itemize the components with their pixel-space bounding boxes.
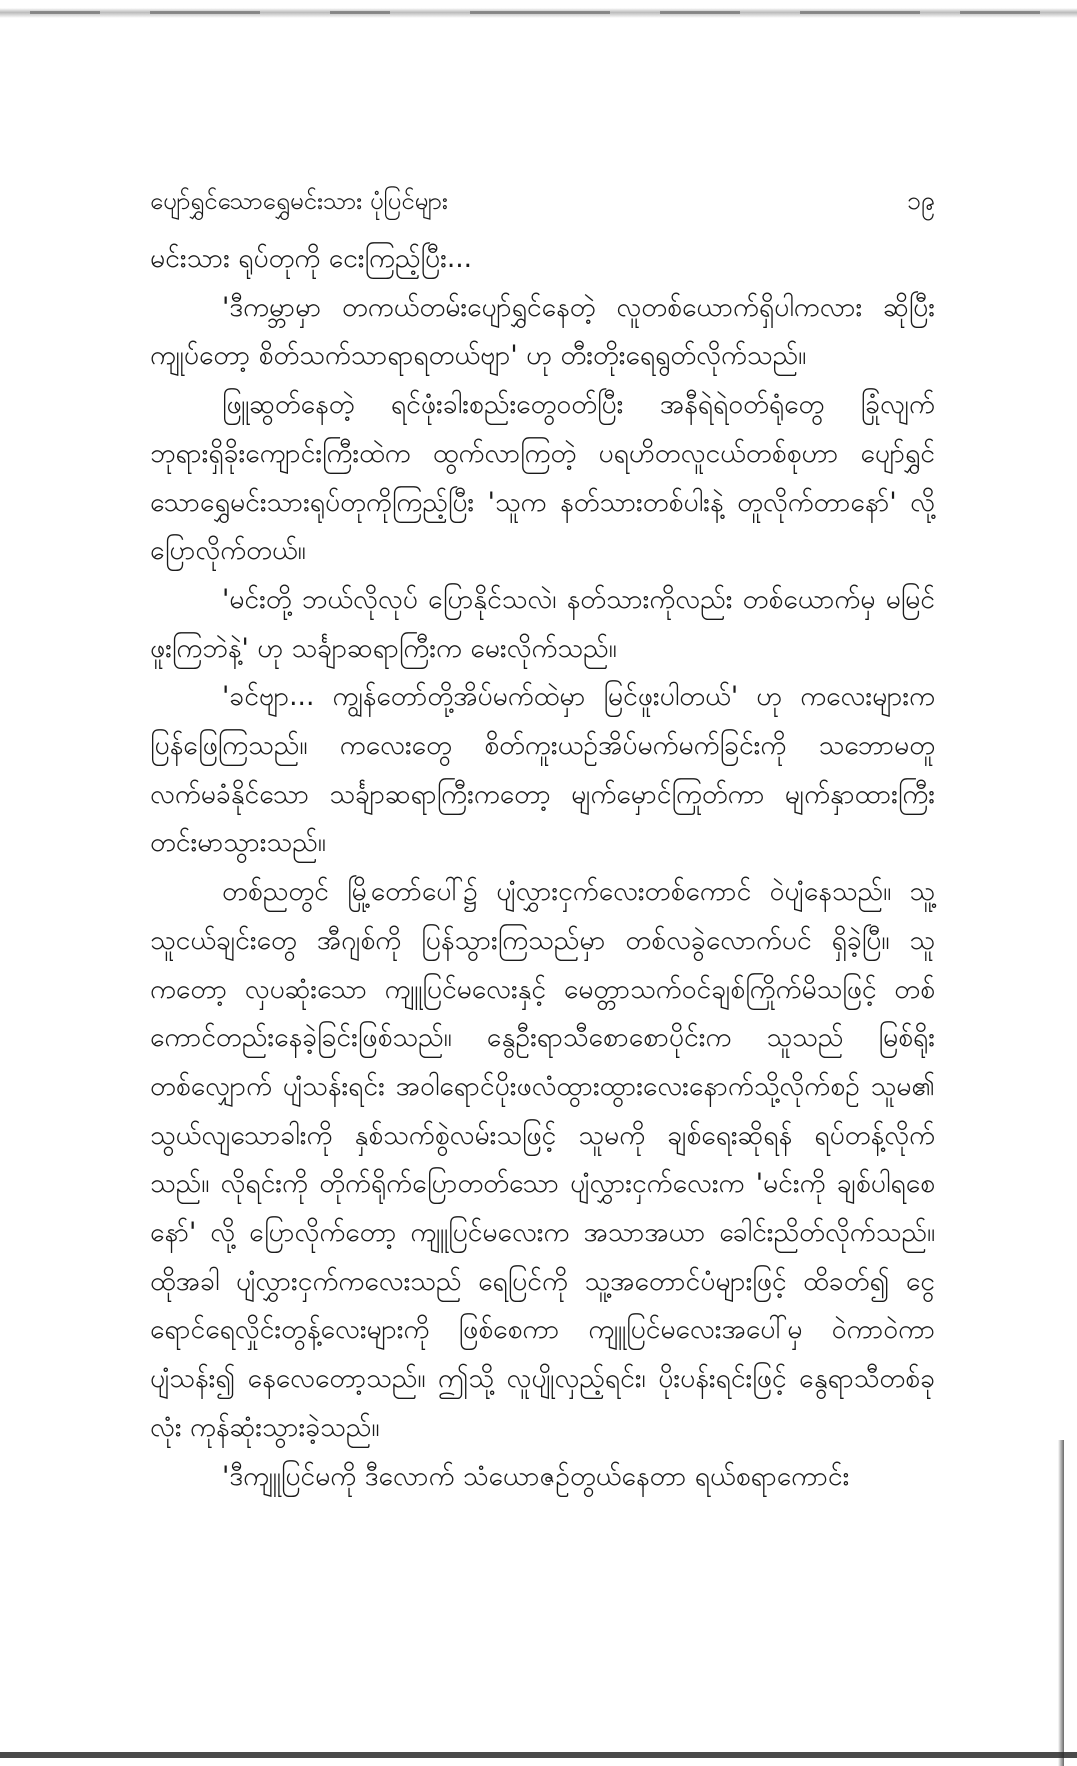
scan-mark <box>150 11 260 14</box>
book-page <box>150 185 935 1501</box>
scan-right-edge <box>1058 1440 1064 1766</box>
paragraph: မင်းသား ရုပ်တုကို ငေးကြည့်ပြီး... <box>150 243 473 274</box>
scan-mark <box>800 11 920 14</box>
paragraph: ဖြူဆွတ်နေတဲ့ ရင်ဖုံးခါးစည်းတွေဝတ်ပြီး အနီရဲရဲဝတ်ရုံတွေ ခြုံလျက် ဘုရားရှိခိုးကျောင်းကြီးထဲက ထွက်လာကြတဲ့ ပရဟိတလူငယ်တစ်စုဟာ ပျော်ရွှင်သောရွှေမင်းသားရုပ်တုကိုကြည့်ပြီး 'သူက နတ်သားတစ်ပါးနဲ့ တူလိုက်တာနော်' လို့ ပြောလိုက်တယ်။ <box>150 389 935 567</box>
paragraph: တစ်ညတွင် မြို့တော်ပေါ်၌ ပျံလွှားငှက်လေးတစ်ကောင် ဝဲပျံနေသည်။ သူ့သူငယ်ချင်းတွေ အီဂျစ်ကို ပြန်သွားကြသည်မှာ တစ်လခွဲလောက်ပင် ရှိခဲ့ပြီ။ သူကတော့ လှပဆုံးသော ကျူပြင်မလေးနှင့် မေတ္တာသက်ဝင်ချစ်ကြိုက်မိသဖြင့် တစ်ကောင်တည်းနေခဲ့ခြင်းဖြစ်သည်။ နွေဦးရာသီစောစောပိုင်းက သူသည် မြစ်ရိုးတစ်လျှောက် ပျံသန်းရင်း အဝါရောင်ပိုးဖလံထွားထွားလေးနောက်သို့လိုက်စဉ် သူမ၏ သွယ်လျသောခါးကို နှစ်သက်စွဲလမ်းသဖြင့် သူမကို ချစ်ရေးဆိုရန် ရပ်တန့်လိုက်သည်။ လိုရင်းကို တိုက်ရိုက်ပြောတတ်သော ပျံလွှားငှက်လေးက 'မင်းကို ချစ်ပါရစေနော်' လို့ ပြောလိုက်တော့ ကျူပြင်မလေးက အသာအယာ ခေါင်းညိတ်လိုက်သည်။ ထိုအခါ ပျံလွှားငှက်ကလေးသည် ရေပြင်ကို သူ့အတောင်ပံများဖြင့် ထိခတ်၍ ငွေရောင်ရေလှိုင်းတွန့်လေးများကို ဖြစ်စေကာ ကျူပြင်မလေးအပေါ်မှ ဝဲကာဝဲကာ ပျံသန်း၍ နေလေတော့သည်။ ဤသို့ လူပျိုလှည့်ရင်း၊ ပိုးပန်းရင်းဖြင့် နွေရာသီတစ်ခုလုံး ကုန်ဆုံးသွားခဲ့သည်။ <box>150 876 935 1443</box>
scan-bottom-edge <box>0 1752 1077 1758</box>
paragraph: 'ဒီကမ္ဘာမှာ တကယ်တမ်းပျော်ရွှင်နေတဲ့ လူတစ်ယောက်ရှိပါကလား ဆိုပြီး ကျုပ်တော့ စိတ်သက်သာရာရတယ်ဗျာ' ဟု တီးတိုးရေရွတ်လိုက်သည်။ <box>150 291 935 372</box>
scan-mark <box>30 11 100 14</box>
running-title: ပျော်ရွှင်သောရွှေမင်းသား ပုံပြင်များ <box>150 187 449 215</box>
paragraph: 'ခင်ဗျာ... ကျွန်တော်တို့အိပ်မက်ထဲမှာ မြင်ဖူးပါတယ်' ဟု ကလေးများက ပြန်ဖြေကြသည်။ ကလေးတွေ စိတ်ကူးယဉ်အိပ်မက်မက်ခြင်းကို သဘောမတူ လက်မခံနိုင်သော သင်္ချာဆရာကြီးကတော့ မျက်မှောင်ကြုတ်ကာ မျက်နှာထားကြီး တင်းမာသွားသည်။ <box>150 681 935 859</box>
scan-mark <box>470 11 610 14</box>
scan-mark <box>330 11 390 14</box>
paragraph: 'မင်းတို့ ဘယ်လိုလုပ် ပြောနိုင်သလဲ၊ နတ်သားကိုလည်း တစ်ယောက်မှ မမြင်ဖူးကြဘဲနဲ့' ဟု သင်္ချာဆရာကြီးက မေးလိုက်သည်။ <box>150 583 935 664</box>
scan-mark <box>960 11 1040 14</box>
scan-mark <box>660 11 740 14</box>
paragraph: 'ဒီကျူပြင်မကို ဒီလောက် သံယောဇဉ်တွယ်နေတာ ရယ်စရာကောင်း <box>222 1460 850 1492</box>
page-number: ၁၉ <box>906 186 935 215</box>
running-head <box>150 185 935 225</box>
